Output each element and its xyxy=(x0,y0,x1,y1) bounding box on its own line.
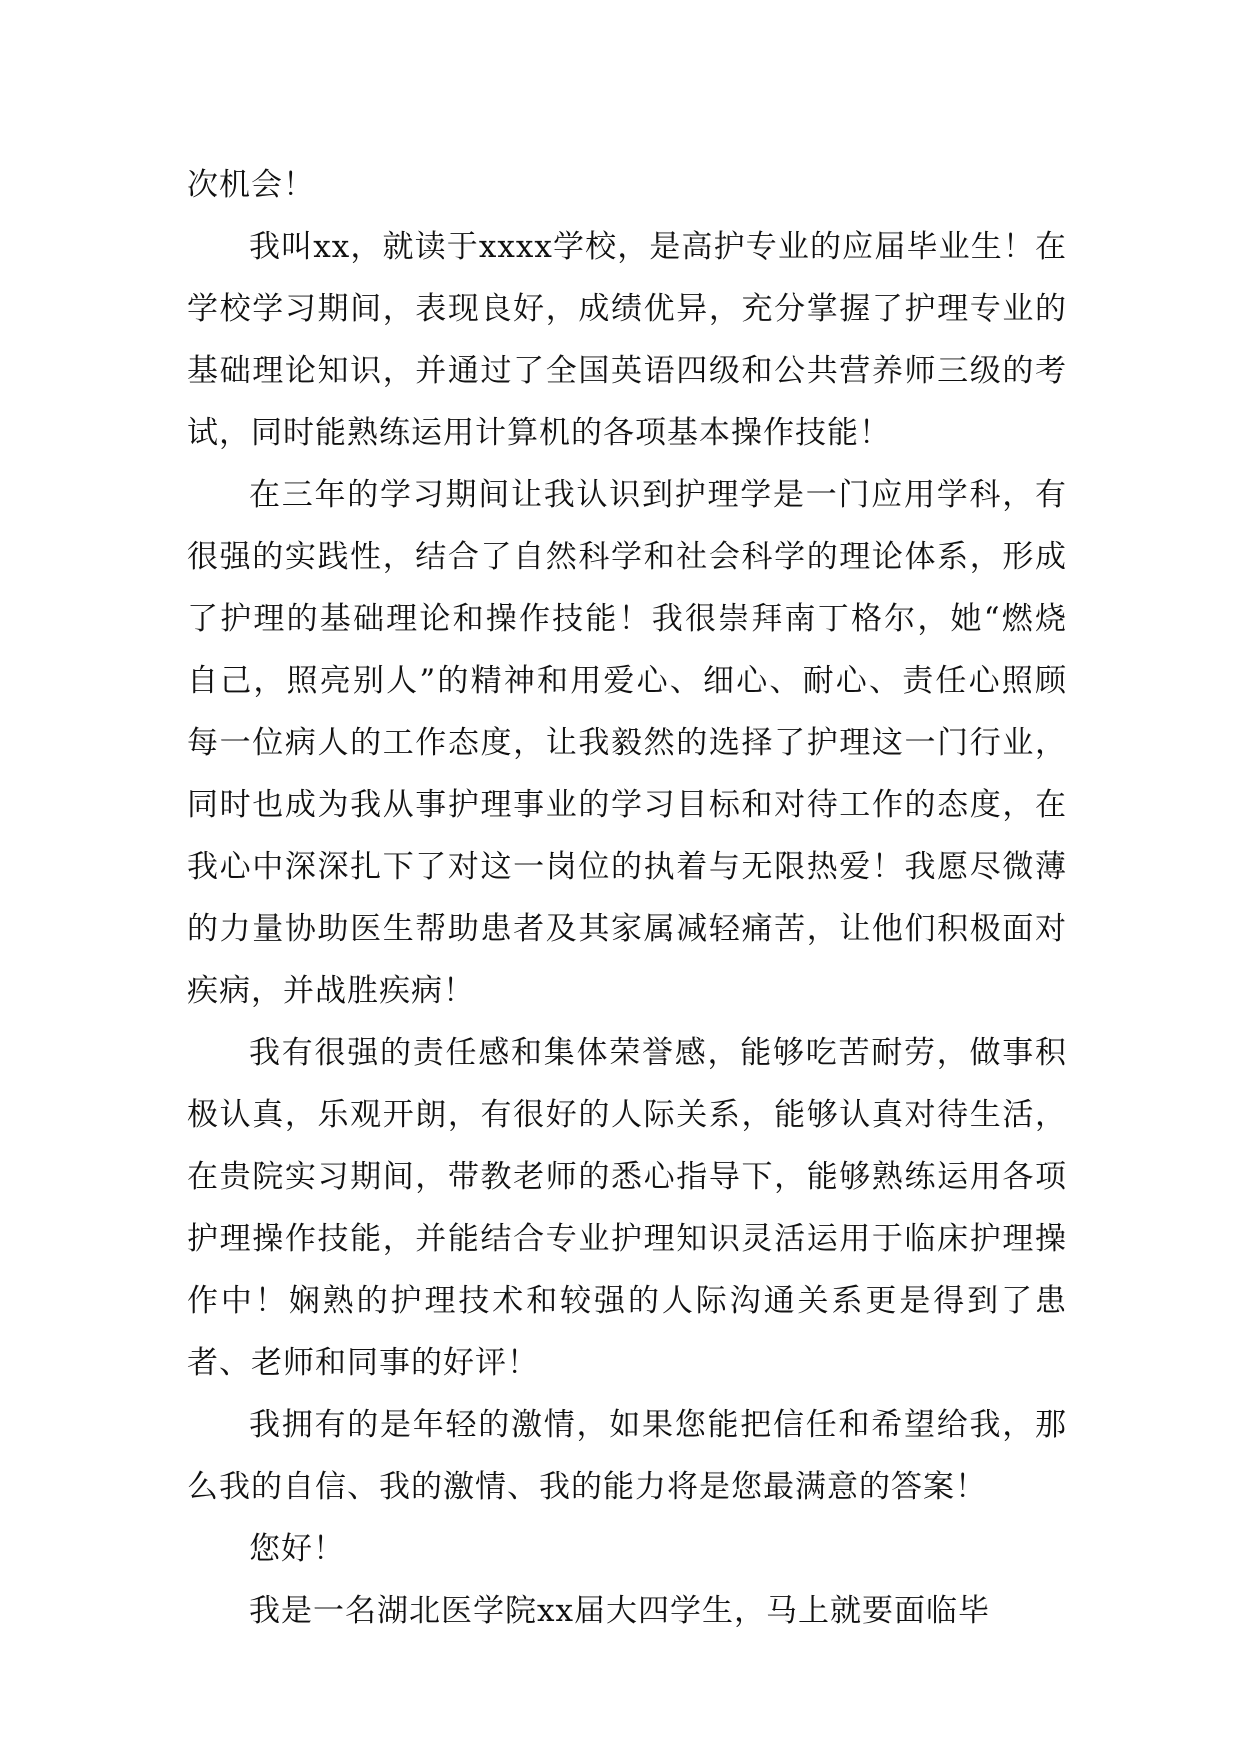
paragraph-introduction: 我叫xx，就读于xxxx学校，是高护专业的应届毕业生！在学校学习期间，表现良好，成绩优异，充分掌握了护理专业的基础理论知识，并通过了全国英语四级和公共营养师三级的考试，同时能熟练运用计算机的各项基本操作技能！ xyxy=(187,229,1067,451)
paragraph-continuation: 次机会！ xyxy=(187,167,315,203)
paragraph-greeting: 您好！ xyxy=(249,1531,345,1567)
document-body xyxy=(187,154,1067,1642)
paragraph-personal-qualities: 我有很强的责任感和集体荣誉感，能够吃苦耐劳，做事积极认真，乐观开朗，有很好的人际关系，能够认真对待生活，在贵院实习期间，带教老师的悉心指导下，能够熟练运用各项护理操作技能，并能结合专业护理知识灵活运用于临床护理操作中！娴熟的护理技术和较强的人际沟通关系更是得到了患者、老师和同事的好评！ xyxy=(187,1035,1067,1381)
paragraph-nursing-study: 在三年的学习期间让我认识到护理学是一门应用学科，有很强的实践性，结合了自然科学和社会科学的理论体系，形成了护理的基础理论和操作技能！我很崇拜南丁格尔，她“燃烧自己，照亮别人”的精神和用爱心、细心、耐心、责任心照顾每一位病人的工作态度，让我毅然的选择了护理这一门行业，同时也成为我从事护理事业的学习目标和对待工作的态度，在我心中深深扎下了对这一岗位的执着与无限热爱！我愿尽微薄的力量协助医生帮助患者及其家属减轻痛苦，让他们积极面对疾病，并战胜疾病！ xyxy=(187,477,1067,1009)
paragraph-second-letter-start: 我是一名湖北医学院xx届大四学生，马上就要面临毕 xyxy=(249,1593,990,1629)
paragraph-closing: 我拥有的是年轻的激情，如果您能把信任和希望给我，那么我的自信、我的激情、我的能力将是您最满意的答案！ xyxy=(187,1407,1067,1505)
